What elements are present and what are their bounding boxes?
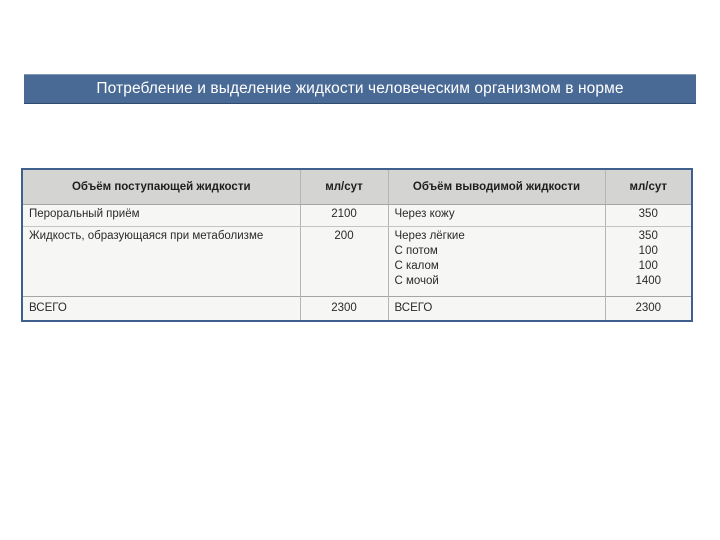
title-bar [24, 74, 696, 104]
table-row [23, 226, 691, 297]
output-value: 350 [638, 229, 658, 242]
header-output-volume: Объём выводимой жидкости [388, 170, 605, 205]
table-row [23, 205, 691, 227]
header-intake-volume: Объём поступающей жидкости [23, 170, 300, 205]
intake-source: Пероральный приём [29, 208, 140, 220]
output-value: 350 [638, 208, 658, 220]
table-total-row [23, 297, 691, 320]
intake-value: 2100 [331, 208, 357, 220]
intake-cell [23, 205, 300, 227]
output-value: 100 [638, 259, 658, 272]
intake-source: Жидкость, образующаяся при метаболизме [29, 229, 264, 242]
intake-total-label: ВСЕГО [23, 297, 300, 320]
header-output-unit: мл/сут [605, 170, 691, 205]
output-route: С мочой [394, 274, 439, 287]
output-route: Через лёгкие [394, 229, 465, 242]
output-cell [388, 226, 605, 297]
output-route: С калом [394, 259, 439, 272]
table-header-row [23, 170, 691, 205]
header-intake-unit: мл/сут [300, 170, 388, 205]
slide-title: Потребление и выделение жидкости человеческим организмом в норме [96, 80, 624, 97]
intake-value: 200 [334, 229, 354, 242]
output-cell [388, 205, 605, 227]
output-route: С потом [394, 244, 438, 257]
fluid-balance-table [23, 170, 691, 320]
output-value: 1400 [635, 274, 662, 287]
fluid-balance-table-frame [21, 168, 693, 322]
output-value: 100 [638, 244, 658, 257]
output-ml-cell [605, 226, 691, 297]
intake-cell [23, 226, 300, 297]
output-total-label: ВСЕГО [388, 297, 605, 320]
output-total-value: 2300 [605, 297, 691, 320]
output-route: Через кожу [394, 208, 455, 220]
output-ml-cell [605, 205, 691, 227]
intake-ml-cell [300, 205, 388, 227]
intake-total-value: 2300 [300, 297, 388, 320]
intake-ml-cell [300, 226, 388, 297]
